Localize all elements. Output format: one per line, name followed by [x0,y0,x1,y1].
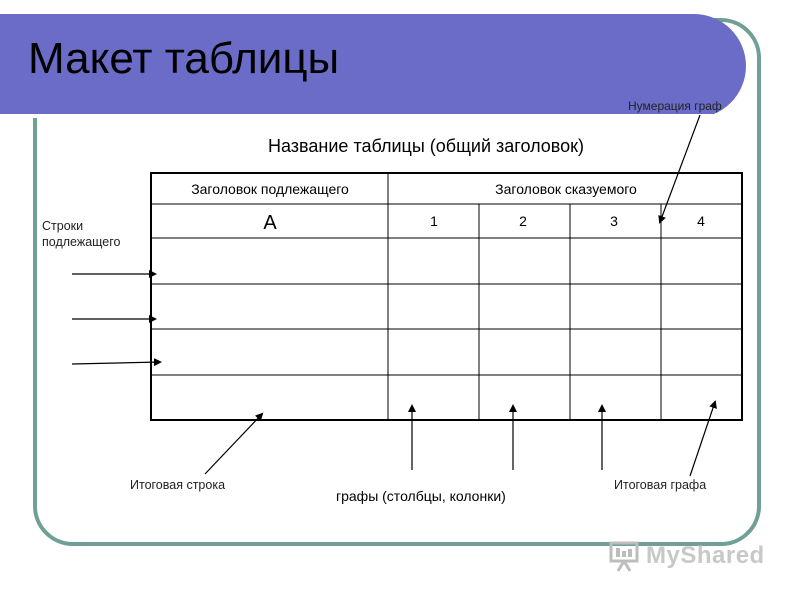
column-numbering-label: Нумерация граф [628,99,722,113]
watermark [608,538,768,574]
total-column-arrow [690,402,715,476]
column-numbering-arrow [660,115,700,222]
column-number-3: 3 [610,213,618,229]
subject-marker: А [263,212,277,234]
column-number-4: 4 [697,213,705,229]
presentation-board-icon [608,539,642,573]
columns-label: графы (столбцы, колонки) [336,488,506,504]
predicate-header: Заголовок сказуемого [495,181,637,197]
total-row-arrow [205,414,262,474]
total-column-label: Итоговая графа [614,478,707,492]
slide-title: Макет таблицы [28,34,340,83]
watermark-text: MyShared [646,542,765,569]
table-heading: Название таблицы (общий заголовок) [268,136,585,156]
subject-rows-label-line1: Строки [42,219,84,233]
total-row-label: Итоговая строка [130,478,226,492]
column-number-1: 1 [430,213,438,229]
subject-row-arrow-3 [72,362,160,364]
column-number-2: 2 [519,213,527,229]
subject-rows-label-line2: подлежащего [42,235,121,249]
subject-header: Заголовок подлежащего [191,181,349,197]
